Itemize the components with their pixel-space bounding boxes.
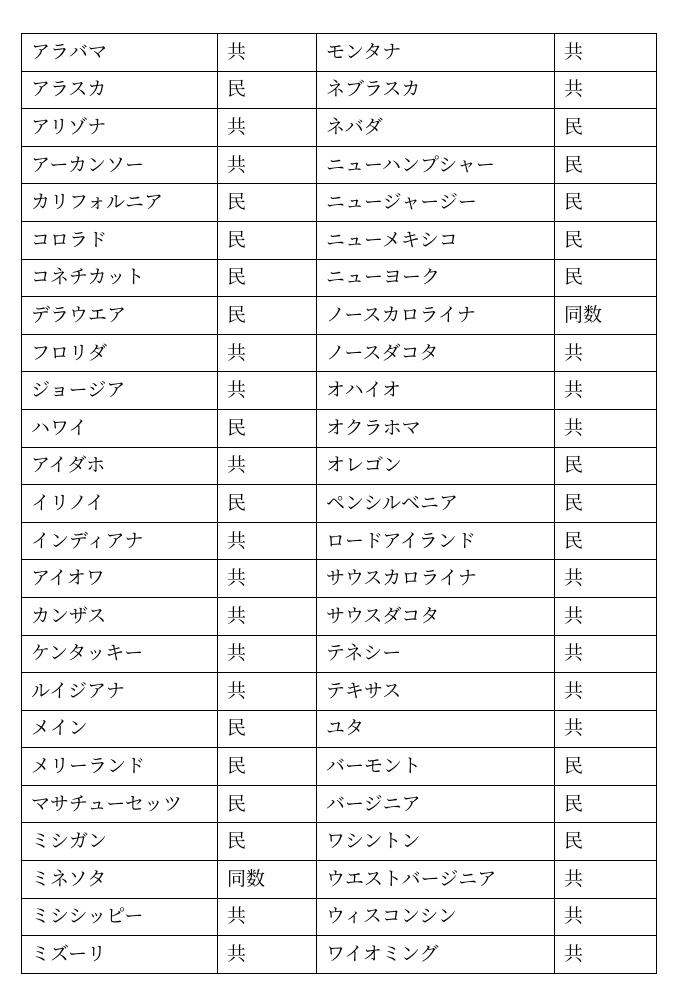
state-name-cell: デラウエア <box>22 297 218 335</box>
state-name-cell: アーカンソー <box>22 146 218 184</box>
party-cell: 共 <box>218 522 317 560</box>
party-cell: 共 <box>555 898 657 936</box>
table-row <box>22 372 657 410</box>
party-cell: 民 <box>218 221 317 259</box>
table-row <box>22 823 657 861</box>
party-cell: 民 <box>555 447 657 485</box>
state-name-cell: イリノイ <box>22 485 218 523</box>
party-cell: 共 <box>555 71 657 109</box>
party-cell: 民 <box>218 485 317 523</box>
party-cell: 共 <box>218 597 317 635</box>
party-cell: 共 <box>555 936 657 974</box>
state-name-cell: マサチューセッツ <box>22 785 218 823</box>
state-name-cell: ニューハンプシャー <box>317 146 555 184</box>
state-name-cell: ケンタッキー <box>22 635 218 673</box>
party-cell: 共 <box>218 334 317 372</box>
state-name-cell: モンタナ <box>317 34 555 72</box>
table-row <box>22 146 657 184</box>
table-row <box>22 673 657 711</box>
table-row <box>22 109 657 147</box>
table-row <box>22 635 657 673</box>
table-row <box>22 710 657 748</box>
party-cell: 民 <box>218 297 317 335</box>
party-cell: 民 <box>555 748 657 786</box>
party-cell: 共 <box>555 861 657 899</box>
table-row <box>22 409 657 447</box>
party-cell: 共 <box>218 936 317 974</box>
state-name-cell: ネバダ <box>317 109 555 147</box>
party-cell: 共 <box>555 597 657 635</box>
state-name-cell: コロラド <box>22 221 218 259</box>
table-row <box>22 447 657 485</box>
table-row <box>22 560 657 598</box>
state-name-cell: フロリダ <box>22 334 218 372</box>
party-cell: 共 <box>555 409 657 447</box>
state-name-cell: ルイジアナ <box>22 673 218 711</box>
party-cell: 共 <box>218 898 317 936</box>
party-cell: 共 <box>218 673 317 711</box>
state-name-cell: ワシントン <box>317 823 555 861</box>
party-cell: 民 <box>218 71 317 109</box>
state-name-cell: ロードアイランド <box>317 522 555 560</box>
party-cell: 共 <box>555 635 657 673</box>
party-cell: 民 <box>555 184 657 222</box>
party-cell: 民 <box>218 259 317 297</box>
state-name-cell: ハワイ <box>22 409 218 447</box>
party-cell: 共 <box>555 673 657 711</box>
table-row <box>22 785 657 823</box>
party-cell: 共 <box>218 146 317 184</box>
party-cell: 共 <box>218 447 317 485</box>
state-name-cell: ユタ <box>317 710 555 748</box>
party-cell: 民 <box>218 184 317 222</box>
table-row <box>22 184 657 222</box>
party-cell: 共 <box>555 334 657 372</box>
state-name-cell: オレゴン <box>317 447 555 485</box>
state-name-cell: ニューヨーク <box>317 259 555 297</box>
state-name-cell: バージニア <box>317 785 555 823</box>
party-cell: 共 <box>555 710 657 748</box>
state-name-cell: カンザス <box>22 597 218 635</box>
party-cell: 民 <box>555 485 657 523</box>
state-name-cell: ウエストバージニア <box>317 861 555 899</box>
party-cell: 共 <box>218 372 317 410</box>
document-page <box>21 33 657 974</box>
table-row <box>22 861 657 899</box>
table-row <box>22 34 657 72</box>
party-cell: 民 <box>218 785 317 823</box>
state-name-cell: インディアナ <box>22 522 218 560</box>
party-cell: 民 <box>218 823 317 861</box>
table-row <box>22 334 657 372</box>
state-name-cell: ミネソタ <box>22 861 218 899</box>
state-name-cell: ミシガン <box>22 823 218 861</box>
state-name-cell: テキサス <box>317 673 555 711</box>
party-cell: 共 <box>555 372 657 410</box>
table-row <box>22 936 657 974</box>
state-name-cell: ニューメキシコ <box>317 221 555 259</box>
table-row <box>22 259 657 297</box>
party-cell: 民 <box>218 710 317 748</box>
table-body <box>22 34 657 974</box>
state-name-cell: サウスカロライナ <box>317 560 555 598</box>
table-row <box>22 522 657 560</box>
state-name-cell: ウィスコンシン <box>317 898 555 936</box>
party-cell: 民 <box>218 409 317 447</box>
party-cell: 共 <box>218 34 317 72</box>
table-row <box>22 71 657 109</box>
party-cell: 民 <box>555 823 657 861</box>
state-name-cell: オハイオ <box>317 372 555 410</box>
state-name-cell: ミシシッピー <box>22 898 218 936</box>
state-name-cell: サウスダコタ <box>317 597 555 635</box>
table-row <box>22 597 657 635</box>
state-name-cell: オクラホマ <box>317 409 555 447</box>
state-name-cell: ネブラスカ <box>317 71 555 109</box>
party-cell: 民 <box>555 146 657 184</box>
party-cell: 民 <box>218 748 317 786</box>
state-name-cell: ノースカロライナ <box>317 297 555 335</box>
state-name-cell: メイン <box>22 710 218 748</box>
state-name-cell: コネチカット <box>22 259 218 297</box>
table-row <box>22 485 657 523</box>
table-row <box>22 898 657 936</box>
state-name-cell: メリーランド <box>22 748 218 786</box>
state-name-cell: ペンシルベニア <box>317 485 555 523</box>
party-cell: 共 <box>555 560 657 598</box>
table-row <box>22 297 657 335</box>
state-name-cell: テネシー <box>317 635 555 673</box>
state-name-cell: ワイオミング <box>317 936 555 974</box>
state-name-cell: アイダホ <box>22 447 218 485</box>
state-party-table <box>21 33 657 974</box>
party-cell: 共 <box>218 635 317 673</box>
state-name-cell: アラバマ <box>22 34 218 72</box>
state-name-cell: バーモント <box>317 748 555 786</box>
state-name-cell: ノースダコタ <box>317 334 555 372</box>
party-cell: 共 <box>218 560 317 598</box>
table-row <box>22 221 657 259</box>
party-cell: 民 <box>555 109 657 147</box>
state-name-cell: アイオワ <box>22 560 218 598</box>
table-row <box>22 748 657 786</box>
state-name-cell: カリフォルニア <box>22 184 218 222</box>
state-name-cell: アリゾナ <box>22 109 218 147</box>
state-name-cell: アラスカ <box>22 71 218 109</box>
party-cell: 同数 <box>218 861 317 899</box>
state-name-cell: ニュージャージー <box>317 184 555 222</box>
party-cell: 民 <box>555 259 657 297</box>
party-cell: 共 <box>218 109 317 147</box>
party-cell: 民 <box>555 221 657 259</box>
party-cell: 民 <box>555 785 657 823</box>
state-name-cell: ジョージア <box>22 372 218 410</box>
party-cell: 同数 <box>555 297 657 335</box>
state-name-cell: ミズーリ <box>22 936 218 974</box>
party-cell: 共 <box>555 34 657 72</box>
party-cell: 民 <box>555 522 657 560</box>
